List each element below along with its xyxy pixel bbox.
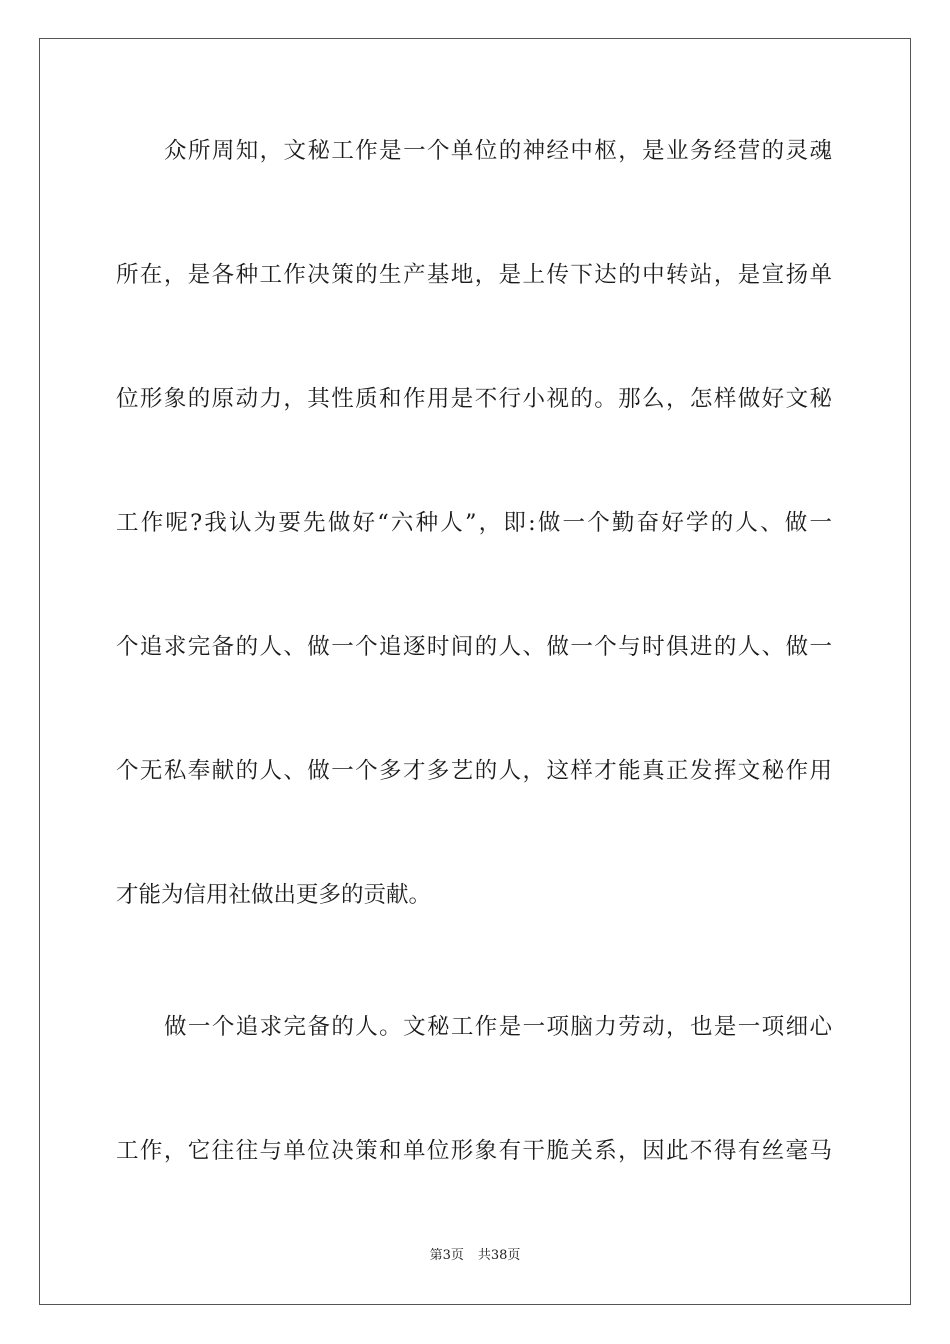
paragraph-2-line-2: 工作，它往往与单位决策和单位形象有干脆关系，因此不得有丝毫马 bbox=[116, 1138, 832, 1164]
paragraph-1-line-4: 工作呢?我认为要先做好“六种人”，即:做一个勤奋好学的人、做一 bbox=[116, 510, 832, 536]
paragraph-2-line-1: 做一个追求完备的人。文秘工作是一项脑力劳动，也是一项细心 bbox=[164, 1014, 832, 1040]
page-number: 第3页 bbox=[429, 1248, 464, 1263]
paragraph-1-line-2: 所在，是各种工作决策的生产基地，是上传下达的中转站，是宣扬单 bbox=[116, 262, 832, 288]
paragraph-1-line-5: 个追求完备的人、做一个追逐时间的人、做一个与时俱进的人、做一 bbox=[116, 634, 832, 660]
paragraph-1-line-6: 个无私奉献的人、做一个多才多艺的人，这样才能真正发挥文秘作用 bbox=[116, 758, 832, 784]
page-footer bbox=[0, 1247, 950, 1265]
paragraph-1-line-1: 众所周知，文秘工作是一个单位的神经中枢，是业务经营的灵魂 bbox=[164, 138, 832, 164]
page-total: 共38页 bbox=[477, 1248, 521, 1263]
paragraph-1-line-7: 才能为信用社做出更多的贡献。 bbox=[116, 882, 432, 908]
paragraph-1-line-3: 位形象的原动力，其性质和作用是不行小视的。那么，怎样做好文秘 bbox=[116, 386, 832, 412]
page-border bbox=[39, 38, 911, 1305]
